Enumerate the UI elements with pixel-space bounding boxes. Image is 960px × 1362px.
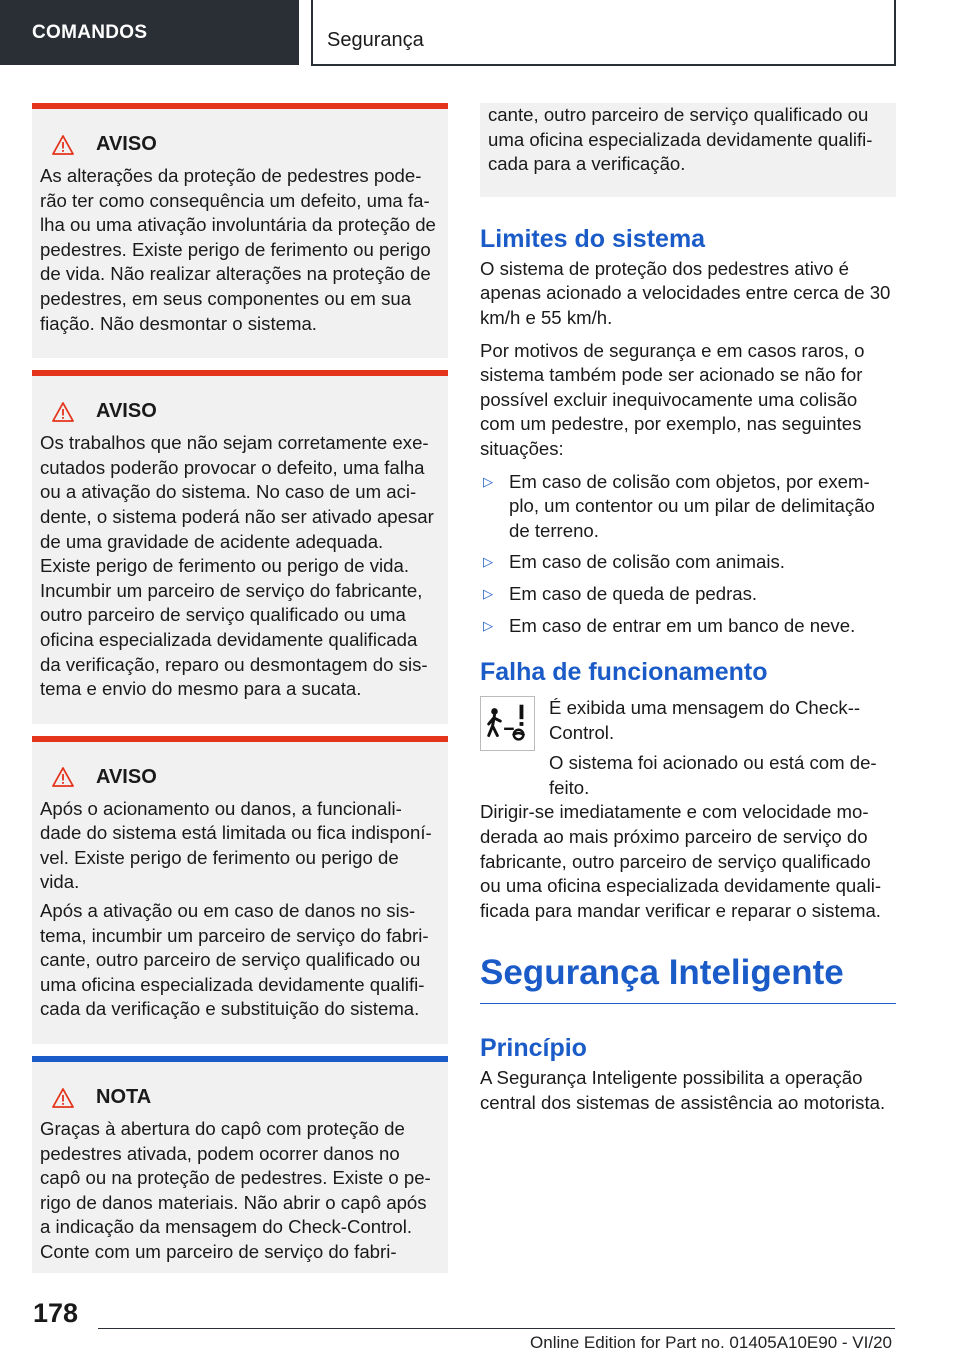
section-heading-fault: Falha de funcionamento [480,658,768,687]
bullet-triangle-icon: ▷ [483,473,493,489]
warning-text: Os trabalhos que não sejam corretamente exe-cutados poderão provocar o defeito, uma falha ou a ativação do sistema. No caso de um aci-dente, o sistema poderá não ser ativado apesar de uma gravidade de acidente adequada. Existe perigo de ferimento ou perigo de vida. Incumbir um parceiro de serviço do fabricante, outro parceiro de serviço qualificado ou uma oficina especializada devidamente qualificada da verificação, reparo ou desmontagem do sis-tema e envio do mesmo para a sucata. [40,432,434,700]
warning-triangle-icon [52,1088,74,1108]
footer-divider [98,1328,895,1329]
chapter-title: Segurança [311,0,896,66]
pedestrian-protection-icon [480,696,535,751]
warning-title: AVISO [40,133,436,156]
section-heading-principle: Princípio [480,1034,587,1063]
list-item: ▷ Em caso de entrar em um banco de neve. [483,614,856,636]
warning-triangle-icon [52,402,74,422]
paragraph: Dirigir-se imediatamente e com velocidade mo-derada ao mais próximo parceiro de serviço do fabricante, outro parceiro de serviço qualificado ou uma oficina especializada devidamente quali-ficada para mandar verificar e reparar o sistema. [480,801,882,921]
bullet-triangle-icon: ▷ [483,554,493,570]
situation-list [480,470,896,639]
list-item: ▷ Em caso de queda de pedras. [483,582,758,604]
note-box [32,1056,448,1273]
note-text: Graças à abertura do capô com proteção de pedestres ativada, podem ocorrer danos no capô ou na proteção de pedestres. Existe o pe-rigo de danos materiais. Não abrir o capô após a indicação da mensagem do Check-Control. Conte com um parceiro de serviço do fabri- [40,1118,431,1262]
warning-box-1 [32,103,448,358]
check-control-message [480,696,896,800]
warning-title: AVISO [40,766,436,789]
warning-title: AVISO [40,400,436,423]
warning-box-3 [32,736,448,1044]
bullet-triangle-icon: ▷ [483,585,493,601]
warning-text: As alterações da proteção de pedestres pode-rão ter como consequência um defeito, uma fa-lha ou uma ativação involuntária da proteção de pedestres. Existe perigo de ferimento ou perigo de vida. Não realizar alterações na proteção de pedestres, em seus componentes ou em sua fiação. Não desmontar o sistema. [40,165,436,334]
warning-triangle-icon [52,135,74,155]
right-column [480,103,896,1124]
paragraph: A Segurança Inteligente possibilita a operação central dos sistemas de assistência ao motorista. [480,1067,886,1114]
bullet-triangle-icon: ▷ [483,617,493,633]
left-column [32,103,448,1285]
list-item: ▷ Em caso de colisão com objetos, por exem-plo, um contentor ou um pilar de delimitação de terreno. [483,470,875,541]
message-text: O sistema foi acionado ou está com de-feito. [549,752,877,798]
warning-text: Após o acionamento ou danos, a funcionali-dade do sistema está limitada ou fica indisponí-vel. Existe perigo de ferimento ou perigo de vida. [40,797,432,893]
chapter-heading: Segurança Inteligente [480,951,896,1004]
list-item: ▷ Em caso de colisão com animais. [483,551,785,573]
section-heading-limits: Limites do sistema [480,224,706,253]
message-text: É exibida uma mensagem do Check--Control. [549,697,861,743]
page-number: 178 [33,1298,79,1328]
edition-text: Online Edition for Part no. 01405A10E90 - VI/20 [530,1333,892,1352]
paragraph: O sistema de proteção dos pedestres ativo é apenas acionado a velocidades entre cerca de 30 km/h e 55 km/h. [480,257,891,328]
warning-box-2 [32,370,448,724]
note-title: NOTA [40,1086,436,1109]
warning-text: Após a ativação ou em caso de danos no sis-tema, incumbir um parceiro de serviço do fabri-cante, outro parceiro de serviço qualificado ou uma oficina especializada devidamente qualifi-cada da verificação e substituição do sistema. [40,900,429,1020]
section-tab: COMANDOS [0,0,299,65]
paragraph: Por motivos de segurança e em casos raros, o sistema também pode ser acionado se não for possível excluir inequivocamente uma colisão com um pedestre, por exemplo, nas seguintes situações: [480,339,865,459]
note-continuation: cante, outro parceiro de serviço qualificado ou uma oficina especializada devidamente qualifi-cada para a verificação. [480,103,896,197]
warning-triangle-icon [52,767,74,787]
